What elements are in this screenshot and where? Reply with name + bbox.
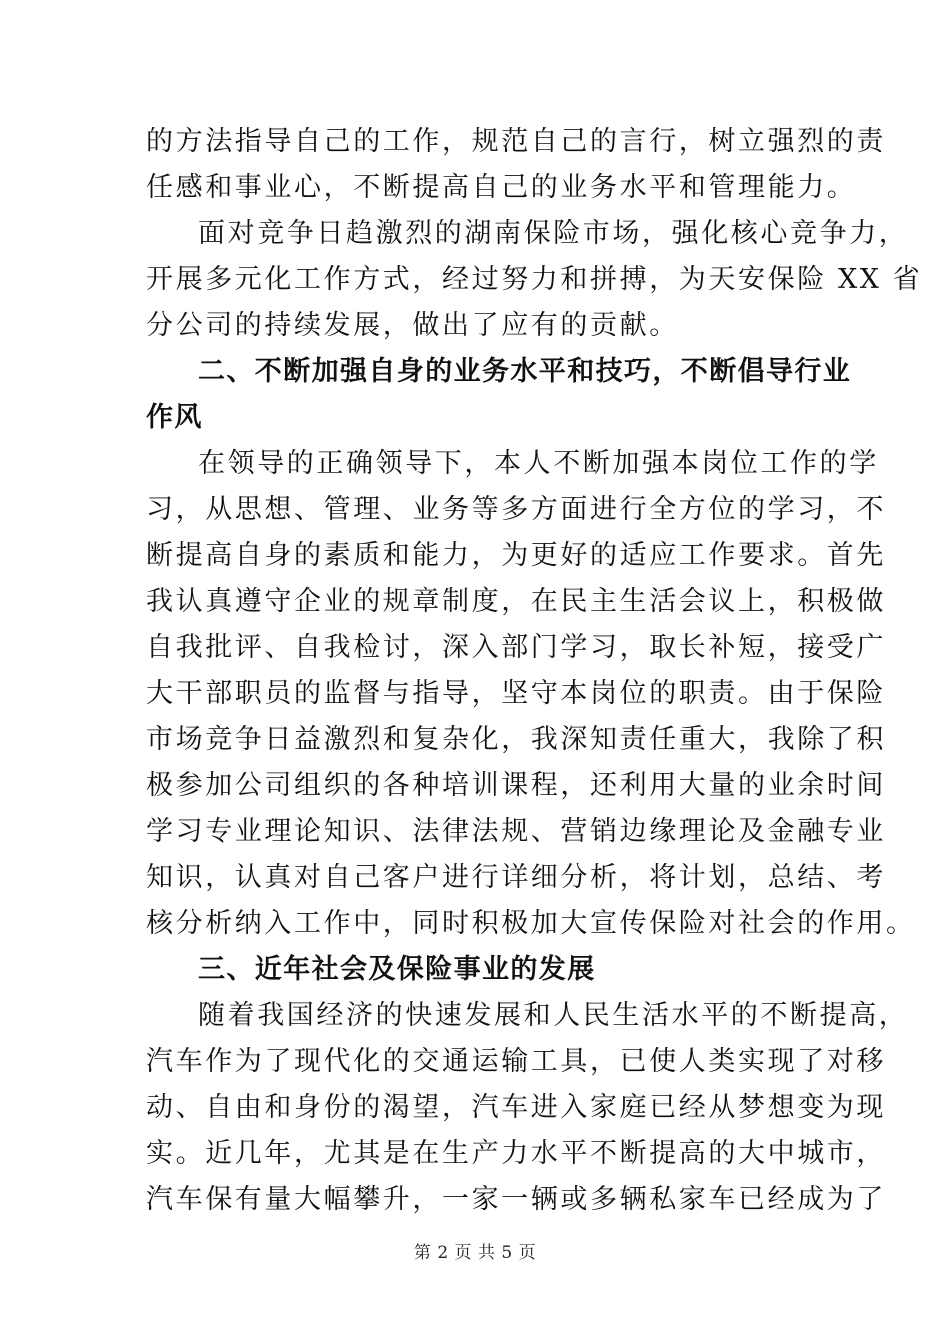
section-heading: 作风 xyxy=(146,402,203,433)
paragraph-line: 习，从思想、管理、业务等多方面进行全方位的学习，不 xyxy=(146,494,886,525)
page-footer: 第 2 页 共 5 页 xyxy=(413,1243,537,1263)
paragraph-line: 在领导的正确领导下，本人不断加强本岗位工作的学 xyxy=(198,448,879,479)
paragraph-line: 动、自由和身份的渴望，汽车进入家庭已经从梦想变为现 xyxy=(146,1092,886,1123)
paragraph-line: 随着我国经济的快速发展和人民生活水平的不断提高， xyxy=(198,1000,909,1031)
paragraph-line: 开展多元化工作方式，经过努力和拼搏，为天安保险 XX 省 xyxy=(146,264,923,295)
paragraph-line: 的方法指导自己的工作，规范自己的言行，树立强烈的责 xyxy=(146,126,886,157)
paragraph-line: 面对竞争日趋激烈的湖南保险市场，强化核心竞争力， xyxy=(198,218,909,249)
paragraph-line: 我认真遵守企业的规章制度，在民主生活会议上，积极做 xyxy=(146,586,886,617)
paragraph-line: 知识，认真对自己客户进行详细分析，将计划，总结、考 xyxy=(146,862,886,893)
section-heading: 三、近年社会及保险事业的发展 xyxy=(198,954,596,985)
section-heading: 二、不断加强自身的业务水平和技巧，不断倡导行业 xyxy=(198,356,852,387)
paragraph-line: 市场竞争日益激烈和复杂化，我深知责任重大，我除了积 xyxy=(146,724,886,755)
paragraph-line: 大干部职员的监督与指导，坚守本岗位的职责。由于保险 xyxy=(146,678,886,709)
paragraph-line: 分公司的持续发展，做出了应有的贡献。 xyxy=(146,310,679,341)
paragraph-line: 汽车作为了现代化的交通运输工具，已使人类实现了对移 xyxy=(146,1046,886,1077)
paragraph-line: 学习专业理论知识、法律法规、营销边缘理论及金融专业 xyxy=(146,816,886,847)
paragraph-line: 汽车保有量大幅攀升，一家一辆或多辆私家车已经成为了 xyxy=(146,1184,886,1215)
paragraph-line: 核分析纳入工作中，同时积极加大宣传保险对社会的作用。 xyxy=(146,908,916,939)
paragraph-line: 任感和事业心，不断提高自己的业务水平和管理能力。 xyxy=(146,172,857,203)
paragraph-line: 实。近几年，尤其是在生产力水平不断提高的大中城市， xyxy=(146,1138,886,1169)
paragraph-line: 极参加公司组织的各种培训课程，还利用大量的业余时间 xyxy=(146,770,886,801)
paragraph-line: 断提高自身的素质和能力，为更好的适应工作要求。首先 xyxy=(146,540,886,571)
paragraph-line: 自我批评、自我检讨，深入部门学习，取长补短，接受广 xyxy=(146,632,886,663)
